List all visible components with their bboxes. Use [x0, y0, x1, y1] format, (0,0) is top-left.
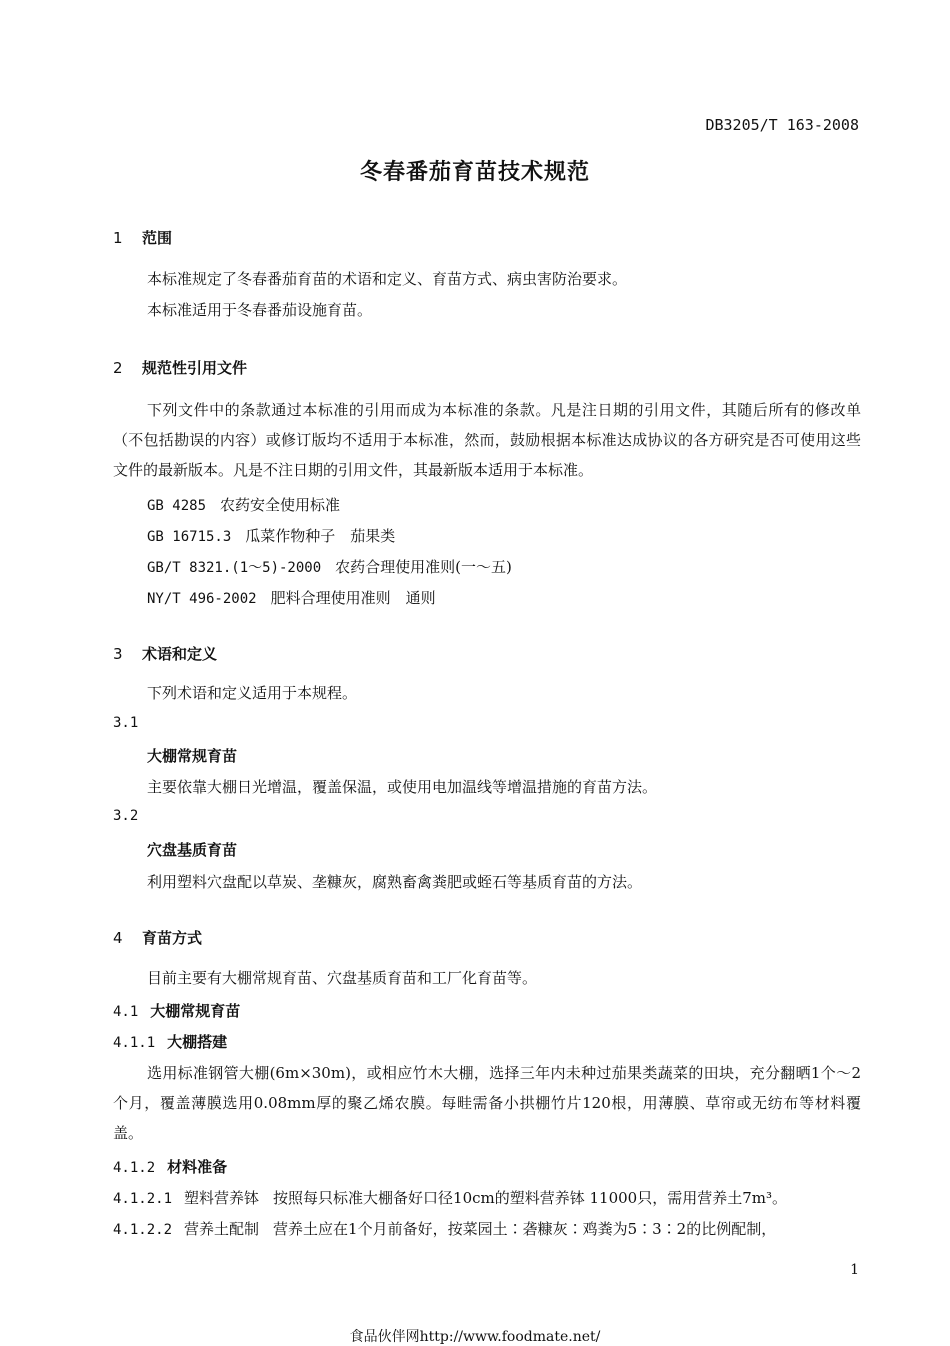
reference-item — [147, 556, 512, 577]
section-3-heading — [113, 643, 217, 664]
subsection-number: 4.1.2 — [113, 1160, 156, 1176]
subsection-number: 4.1.1 — [113, 1035, 156, 1051]
reference-code: GB 16715.3 — [147, 529, 232, 545]
reference-code: GB/T 8321.(1～5)-2000 — [147, 560, 322, 576]
subsection-title: 材料准备 — [167, 1158, 228, 1176]
paragraph: 下列术语和定义适用于本规程。 — [147, 684, 358, 702]
clause-label: 塑料营养钵 — [184, 1189, 260, 1207]
reference-title: 农药安全使用标准 — [220, 496, 341, 514]
clause-number: 4.1.2.1 — [113, 1191, 173, 1207]
page-number: 1 — [850, 1262, 859, 1278]
reference-title: 肥料合理使用准则 通则 — [270, 589, 436, 607]
reference-code: GB 4285 — [147, 498, 207, 514]
subsection-heading — [113, 1000, 240, 1021]
paragraph: 下列文件中的条款通过本标准的引用而成为本标准的条款。凡是注日期的引用文件，其随后所有的修改单（不包括勘误的内容）或修订版均不适用于本标准，然而，鼓励根据本标准达成协议的各方研究是否可使用这些文件的最新版本。凡是不注日期的引用文件，其最新版本适用于本标准。 — [113, 401, 861, 479]
reference-item — [147, 494, 340, 515]
reference-code: NY/T 496-2002 — [147, 591, 257, 607]
section-title: 育苗方式 — [142, 929, 203, 947]
reference-item — [147, 525, 395, 546]
clause-text: 营养土应在1个月前备好，按菜园土∶砻糠灰∶鸡粪为5∶3∶2的比例配制， — [273, 1220, 777, 1238]
clause-text: 按照每只标准大棚备好口径10cm的塑料营养钵 11000只，需用营养土7m³。 — [273, 1189, 788, 1207]
term-definition: 利用塑料穴盘配以草炭、垄糠灰，腐熟畜禽粪肥或蛭石等基质育苗的方法。 — [147, 873, 643, 891]
section-number: 1 — [113, 229, 123, 247]
term-name: 大棚常规育苗 — [147, 747, 238, 765]
subsection-heading — [113, 1031, 227, 1052]
clause-item — [113, 1218, 861, 1239]
paragraph: 选用标准钢管大棚(6m×30m)，或相应竹木大棚，选择三年内未种过茄果类蔬菜的田块，充分翻晒1个～2个月，覆盖薄膜选用0.08mm厚的聚乙烯农膜。每畦需备小拱棚竹片120根，用薄膜、草帘或无纺布等材料覆盖。 — [113, 1064, 861, 1142]
term-definition: 主要依靠大棚日光增温，覆盖保温，或使用电加温线等增温措施的育苗方法。 — [147, 778, 658, 796]
subsection-heading — [113, 1156, 227, 1177]
section-number: 3 — [113, 645, 123, 663]
document-title: 冬春番茄育苗技术规范 — [359, 160, 590, 185]
section-title: 规范性引用文件 — [142, 359, 248, 377]
section-2-heading — [113, 357, 247, 378]
section-title: 范围 — [142, 229, 173, 247]
reference-title: 农药合理使用准则(一～五) — [335, 558, 512, 576]
term-number: 3.1 — [113, 715, 139, 731]
reference-title: 瓜菜作物种子 茄果类 — [245, 527, 396, 545]
term-name: 穴盘基质育苗 — [147, 841, 238, 859]
standard-number: DB3205/T 163-2008 — [705, 116, 859, 134]
subsection-title: 大棚搭建 — [167, 1033, 228, 1051]
term-number: 3.2 — [113, 808, 139, 824]
paragraph: 目前主要有大棚常规育苗、穴盘基质育苗和工厂化育苗等。 — [147, 969, 538, 987]
clause-item — [113, 1187, 861, 1208]
paragraph: 本标准适用于冬春番茄设施育苗。 — [147, 301, 373, 319]
section-title: 术语和定义 — [142, 645, 218, 663]
section-number: 4 — [113, 929, 123, 947]
section-number: 2 — [113, 359, 123, 377]
clause-label: 营养土配制 — [184, 1220, 260, 1238]
footer-website: 食品伙伴网http://www.foodmate.net/ — [349, 1329, 601, 1345]
paragraph: 本标准规定了冬春番茄育苗的术语和定义、育苗方式、病虫害防治要求。 — [147, 270, 628, 288]
subsection-title: 大棚常规育苗 — [150, 1002, 241, 1020]
section-4-heading — [113, 927, 202, 948]
reference-item — [147, 587, 436, 608]
clause-number: 4.1.2.2 — [113, 1222, 173, 1238]
subsection-number: 4.1 — [113, 1004, 139, 1020]
section-1-heading — [113, 227, 172, 248]
